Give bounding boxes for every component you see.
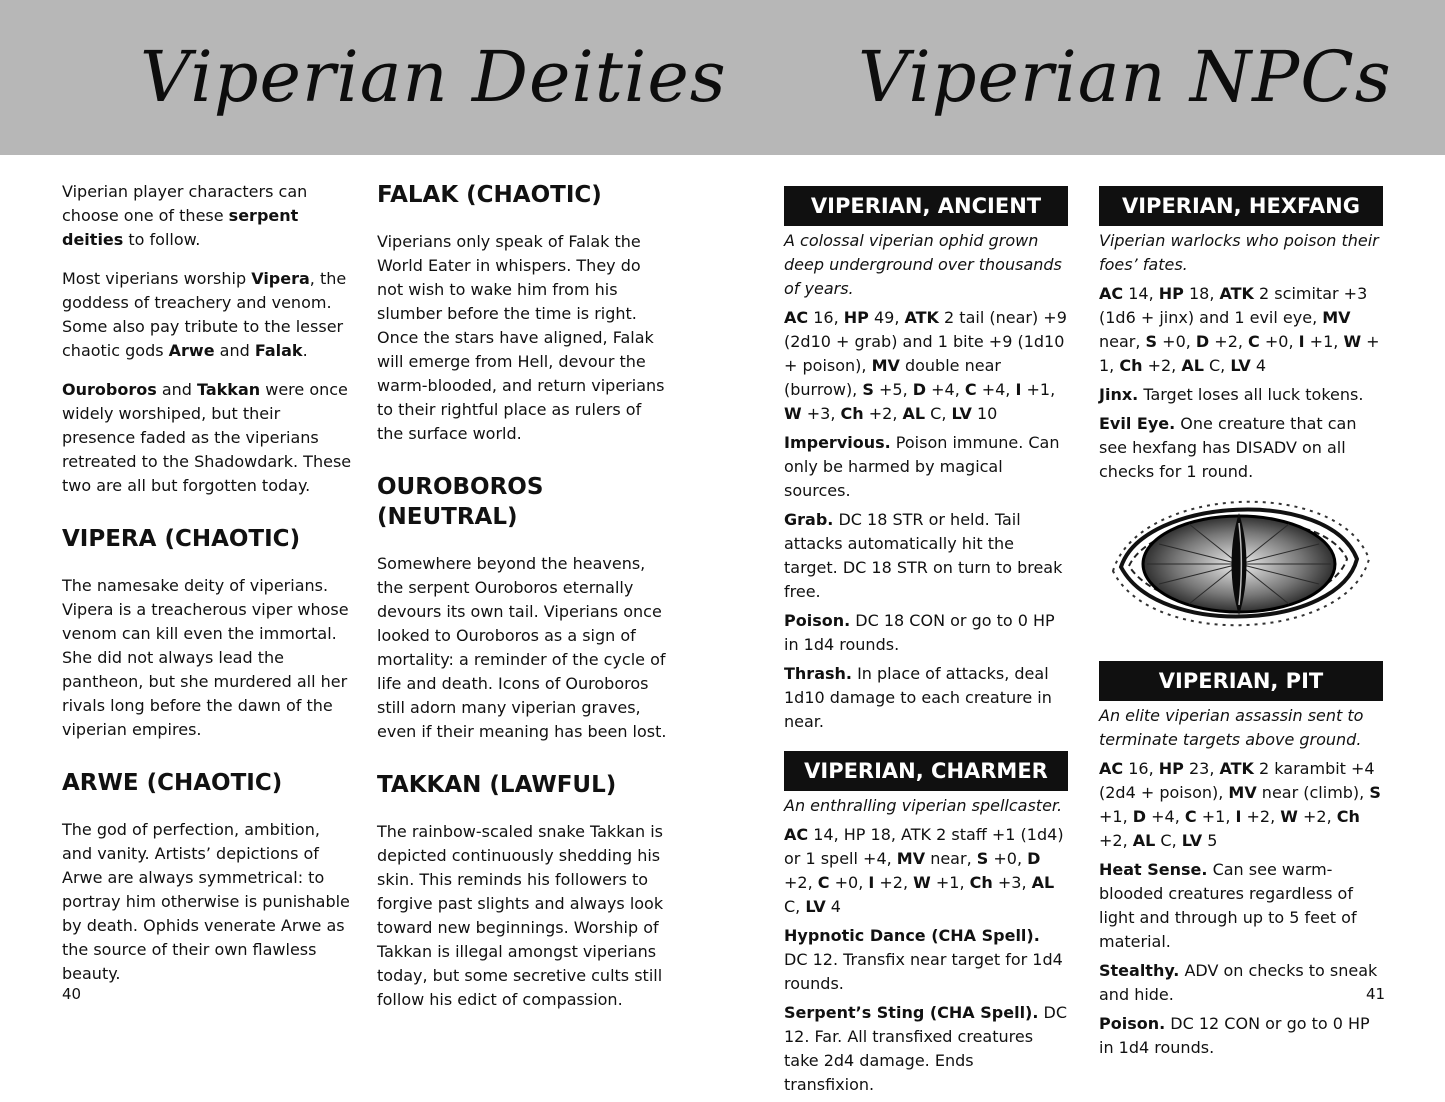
stat-value: +2, bbox=[1209, 332, 1249, 351]
stat-label: AC bbox=[784, 825, 809, 844]
stat-value: +0, bbox=[988, 849, 1028, 868]
stat-label: Ch bbox=[1336, 807, 1360, 826]
vipera-text: The namesake deity of viperians. Vipera is a treacherous viper whose venom can kill even the immortal. She did not always lead the pantheon, but she murdered all her rivals long before the dawn of the viperian empires. bbox=[62, 576, 349, 739]
stat-label: HP bbox=[1158, 284, 1184, 303]
stat-label: LV bbox=[1230, 356, 1251, 375]
stat-label: D bbox=[1027, 849, 1041, 868]
charmer-flavor: An enthralling viperian spellcaster. bbox=[784, 796, 1063, 815]
charmer-stat-line bbox=[784, 823, 1068, 919]
intro-paragraph-3: Ouroboros and Takkan were once widely worshiped, but their presence faded as the viperians retreated to the Shadowdark. These two are all but forgotten today. bbox=[62, 380, 352, 495]
stat-value: C, bbox=[1155, 831, 1182, 850]
right-column-1 bbox=[784, 186, 1068, 1102]
stat-label: C bbox=[817, 873, 830, 892]
stat-label: AC bbox=[1099, 284, 1124, 303]
right-page-title: Viperian NPCs bbox=[858, 36, 1392, 118]
trait-text: DC 18 STR or held. Tail attacks automatically hit the target. DC 18 STR on turn to break free. bbox=[784, 510, 1063, 601]
npc-trait bbox=[784, 431, 1068, 503]
page-number-right: 41 bbox=[1366, 985, 1386, 1003]
stat-label: MV bbox=[1322, 308, 1351, 327]
stat-label: HP bbox=[843, 308, 869, 327]
stat-label: HP bbox=[1158, 759, 1184, 778]
stat-value: near, bbox=[1099, 332, 1146, 351]
left-column-1 bbox=[62, 180, 352, 1001]
trait-text: Target loses all luck tokens. bbox=[1138, 385, 1364, 404]
stat-label: AL bbox=[902, 404, 926, 423]
hexfang-traits bbox=[1099, 383, 1383, 484]
stat-value: +0, bbox=[1157, 332, 1196, 351]
charmer-traits bbox=[784, 924, 1068, 1097]
pit-flavor: An elite viperian assassin sent to terminate targets above ground. bbox=[1099, 706, 1364, 749]
trait-name: Poison. bbox=[1099, 1014, 1166, 1033]
stat-label: Ch bbox=[1119, 356, 1143, 375]
stat-label: I bbox=[1015, 380, 1022, 399]
stat-value: C, bbox=[1203, 356, 1231, 375]
npc-trait bbox=[1099, 1012, 1383, 1060]
ouroboros-text: Somewhere beyond the heavens, the serpent Ouroboros eternally devours its own tail. Viperians once looked to Ouroboros as a sign of mortality: a reminder of the cycle of life and death. Icons of Ouroboros still adorn many viperian graves, even if their meaning has been lost. bbox=[377, 554, 667, 741]
npc-trait bbox=[784, 508, 1068, 604]
stat-label: AL bbox=[1031, 873, 1055, 892]
ancient-stat-line bbox=[784, 306, 1068, 426]
stat-label: S bbox=[1369, 783, 1381, 802]
intro-paragraph-2: Most viperians worship Vipera, the goddess of treachery and venom. Some also pay tribute to the lesser chaotic gods Arwe and Falak. bbox=[62, 269, 347, 360]
stat-label: LV bbox=[1181, 831, 1203, 850]
intro-paragraph-1: Viperian player characters can choose one of these serpent deities to follow. bbox=[62, 182, 308, 249]
page-number-left: 40 bbox=[62, 985, 82, 1003]
hexfang-stat-line bbox=[1099, 282, 1383, 378]
stat-label: LV bbox=[951, 404, 972, 423]
stat-value: +1, bbox=[1304, 332, 1344, 351]
stat-value: near (climb), bbox=[1256, 783, 1370, 802]
stat-value: +3, bbox=[801, 404, 841, 423]
stat-value: 2 tail (near) +9 (2d10 + grab) and 1 bite +9 (1d10 + poison), bbox=[784, 308, 1067, 375]
stat-value: +0, bbox=[1259, 332, 1299, 351]
stat-label: ATK bbox=[1219, 759, 1254, 778]
trait-text: Can see warm-blooded creatures regardless of light and through up to 5 feet of material. bbox=[1099, 860, 1357, 951]
stat-label: W bbox=[1343, 332, 1362, 351]
stat-label: C bbox=[1248, 332, 1260, 351]
stat-value: +2, bbox=[1241, 807, 1281, 826]
charmer-header: VIPERIAN, CHARMER bbox=[784, 751, 1068, 791]
ancient-flavor: A colossal viperian ophid grown deep underground over thousands of years. bbox=[784, 231, 1062, 298]
stat-value: C, bbox=[784, 897, 806, 916]
vipera-heading: VIPERA (CHAOTIC) bbox=[62, 526, 301, 552]
stat-label: AC bbox=[1099, 759, 1124, 778]
arwe-heading: ARWE (CHAOTIC) bbox=[62, 770, 283, 796]
stat-value: 18, bbox=[1183, 284, 1220, 303]
npc-trait bbox=[1099, 858, 1383, 954]
stat-label: D bbox=[1195, 332, 1210, 351]
trait-name: Jinx. bbox=[1099, 385, 1139, 404]
trait-text: ADV on checks to sneak and hide. bbox=[1099, 961, 1378, 1004]
stat-label: S bbox=[862, 380, 874, 399]
arwe-text: The god of perfection, ambition, and vanity. Artists’ depictions of Arwe are always symmetrical: to portray him otherwise is punishable by death. Ophids venerate Arwe as the source of their own flawless beauty. bbox=[62, 820, 350, 983]
stat-label: D bbox=[912, 380, 927, 399]
trait-name: Thrash. bbox=[784, 664, 852, 683]
trait-name: Heat Sense. bbox=[1099, 860, 1208, 879]
npc-trait bbox=[1099, 383, 1383, 407]
stat-label: MV bbox=[871, 356, 900, 375]
trait-name: Grab. bbox=[784, 510, 834, 529]
stat-value: +1, bbox=[1021, 380, 1056, 399]
npc-trait bbox=[1099, 959, 1386, 1007]
stat-label: LV bbox=[805, 897, 826, 916]
stat-value: +2, bbox=[874, 873, 914, 892]
trait-text: DC 12. Far. All transfixed creatures take 2d4 damage. Ends transfixion. bbox=[784, 1003, 1068, 1094]
pit-stat-line bbox=[1099, 757, 1383, 853]
stat-label: AL bbox=[1181, 356, 1204, 375]
left-column-2 bbox=[377, 180, 667, 1027]
npc-trait bbox=[784, 1001, 1068, 1097]
stat-value: +2, bbox=[784, 873, 818, 892]
stat-label: I bbox=[1235, 807, 1242, 826]
trait-name: Stealthy. bbox=[1099, 961, 1180, 980]
stat-label: AL bbox=[1132, 831, 1156, 850]
trait-name: Evil Eye. bbox=[1099, 414, 1176, 433]
serpent-eye-icon bbox=[1099, 489, 1383, 639]
stat-value: +3, bbox=[992, 873, 1032, 892]
stat-label: W bbox=[913, 873, 931, 892]
stat-value: +4, bbox=[976, 380, 1016, 399]
stat-value: +4, bbox=[1146, 807, 1185, 826]
takkan-heading: TAKKAN (LAWFUL) bbox=[377, 772, 617, 798]
takkan-text: The rainbow-scaled snake Takkan is depicted continuously shedding his skin. This reminds his followers to forgive past slights and always look toward new beginnings. Worship of Takkan is illegal amongst viperians today, but some secretive cults still follow his edict of compassion. bbox=[377, 822, 664, 1009]
stat-value: +0, bbox=[829, 873, 869, 892]
stat-value: +2, bbox=[1099, 831, 1133, 850]
stat-label: ATK bbox=[1219, 284, 1254, 303]
stat-label: W bbox=[1280, 807, 1298, 826]
stat-label: W bbox=[784, 404, 802, 423]
hexfang-header: VIPERIAN, HEXFANG bbox=[1099, 186, 1383, 226]
falak-heading: FALAK (CHAOTIC) bbox=[377, 182, 602, 208]
trait-text: In place of attacks, deal 1d10 damage to each creature in near. bbox=[784, 664, 1052, 731]
npc-trait bbox=[784, 924, 1068, 996]
stat-label: I bbox=[868, 873, 875, 892]
trait-text: DC 18 CON or go to 0 HP in 1d4 rounds. bbox=[784, 611, 1055, 654]
npc-trait bbox=[784, 662, 1068, 734]
stat-label: MV bbox=[896, 849, 926, 868]
stat-value: 2 karambit +4 (2d4 + poison), bbox=[1099, 759, 1375, 802]
npc-trait bbox=[1099, 412, 1383, 484]
stat-value: 10 bbox=[971, 404, 998, 423]
stat-label: MV bbox=[1228, 783, 1257, 802]
stat-label: I bbox=[1298, 332, 1305, 351]
trait-text: One creature that can see hexfang has DISADV on all checks for 1 round. bbox=[1099, 414, 1357, 481]
trait-name: Impervious. bbox=[784, 433, 891, 452]
stat-label: C bbox=[1184, 807, 1197, 826]
stat-value: 5 bbox=[1202, 831, 1218, 850]
stat-label: S bbox=[1145, 332, 1158, 351]
stat-value: +2, bbox=[1142, 356, 1182, 375]
stat-value: +1, bbox=[1099, 807, 1133, 826]
stat-label: D bbox=[1132, 807, 1147, 826]
stat-value: + 1, bbox=[1099, 332, 1380, 375]
pit-header: VIPERIAN, PIT bbox=[1099, 661, 1383, 701]
trait-text: Poison immune. Can only be harmed by magical sources. bbox=[784, 433, 1060, 500]
stat-value: +1, bbox=[1196, 807, 1236, 826]
stat-label: S bbox=[976, 849, 989, 868]
trait-text: DC 12. Transfix near target for 1d4 rounds. bbox=[784, 950, 1063, 993]
left-page-title: Viperian Deities bbox=[140, 36, 727, 118]
ancient-traits bbox=[784, 431, 1068, 734]
stat-value: 14, HP 18, ATK 2 staff +1 (1d4) or 1 spell +4, bbox=[784, 825, 1064, 868]
stat-value: 2 scimitar +3 (1d6 + jinx) and 1 evil eye, bbox=[1099, 284, 1368, 327]
stat-value: 49, bbox=[868, 308, 905, 327]
npc-trait bbox=[784, 609, 1068, 657]
stat-value: 16, bbox=[808, 308, 844, 327]
stat-value: +2, bbox=[1297, 807, 1337, 826]
falak-text: Viperians only speak of Falak the World Eater in whispers. They do not wish to wake him from his slumber before the time is right. Once the stars have aligned, Falak will emerge from Hell, devour the warm-blooded, and return viperians to their rightful place as rulers of the surface world. bbox=[377, 232, 665, 443]
stat-label: Ch bbox=[969, 873, 993, 892]
trait-name: Hypnotic Dance (CHA Spell). bbox=[784, 926, 1040, 945]
hexfang-flavor: Viperian warlocks who poison their foes’ fates. bbox=[1099, 231, 1379, 274]
stat-value: near, bbox=[925, 849, 977, 868]
stat-label: C bbox=[964, 380, 977, 399]
stat-value: 4 bbox=[825, 897, 841, 916]
stat-label: ATK bbox=[904, 308, 939, 327]
stat-value: C, bbox=[925, 404, 952, 423]
stat-value: 14, bbox=[1123, 284, 1159, 303]
stat-value: +1, bbox=[930, 873, 970, 892]
right-column-2 bbox=[1099, 186, 1386, 1065]
trait-name: Serpent’s Sting (CHA Spell). bbox=[784, 1003, 1039, 1022]
stat-value: 23, bbox=[1183, 759, 1220, 778]
pit-traits bbox=[1099, 858, 1386, 1060]
stat-label: Ch bbox=[840, 404, 864, 423]
ouroboros-heading: OUROBOROS (NEUTRAL) bbox=[377, 474, 544, 530]
ancient-header: VIPERIAN, ANCIENT bbox=[784, 186, 1068, 226]
stat-label: AC bbox=[784, 308, 809, 327]
trait-text: DC 12 CON or go to 0 HP in 1d4 rounds. bbox=[1099, 1014, 1370, 1057]
stat-value: 4 bbox=[1250, 356, 1266, 375]
stat-value: +4, bbox=[926, 380, 965, 399]
stat-value: +2, bbox=[863, 404, 903, 423]
trait-name: Poison. bbox=[784, 611, 851, 630]
stat-value: double near (burrow), bbox=[784, 356, 1001, 399]
stat-value: 16, bbox=[1123, 759, 1159, 778]
stat-value: +5, bbox=[873, 380, 913, 399]
